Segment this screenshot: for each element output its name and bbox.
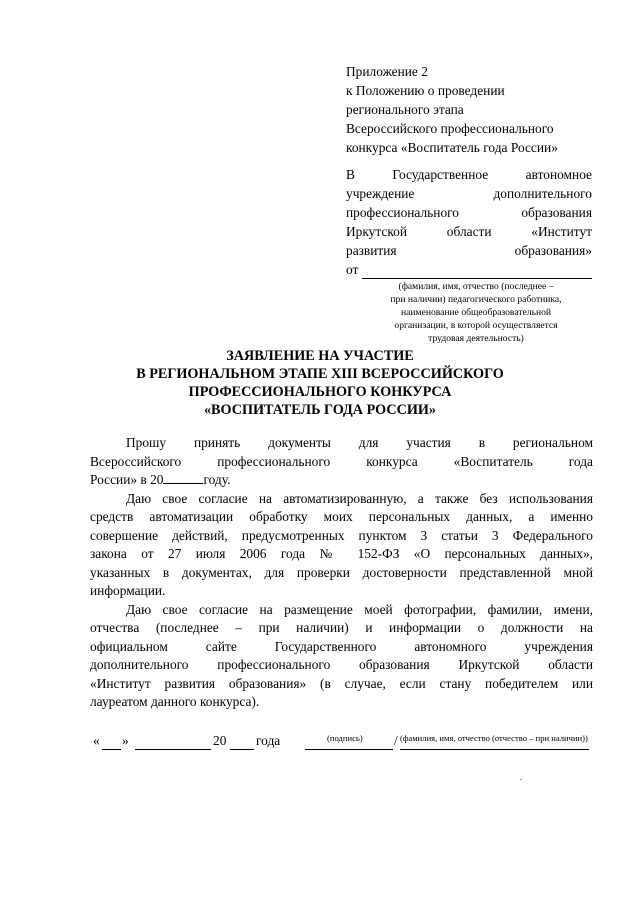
body-line: лауреатом данного конкурса). — [90, 694, 260, 709]
from-note-line: трудовая деятельность) — [428, 333, 524, 344]
body-line: совершение действий, предусмотренных пунктом 3 статьи 3 Федерального — [90, 527, 593, 543]
body-line: информации. — [90, 583, 166, 598]
year-field[interactable] — [163, 471, 203, 484]
body-line: отчества (последнее – при наличии) и информации о должности на — [90, 620, 593, 635]
annex-line: к Положению о проведении — [346, 83, 505, 98]
from-name-field[interactable] — [362, 264, 592, 279]
from-label: от — [346, 262, 359, 277]
title-line: ЗАЯВЛЕНИЕ НА УЧАСТИЕ — [226, 348, 414, 364]
from-note — [372, 280, 580, 345]
year-suffix-text: году. — [203, 472, 231, 487]
full-name-caption: (фамилия, имя, отчество (отчество – при наличии)) — [400, 733, 588, 743]
date-year-field[interactable] — [230, 735, 254, 750]
annex-header — [346, 62, 596, 157]
paragraph-publication-consent — [90, 601, 593, 712]
from-note-line: при наличии) педагогического работника, — [390, 294, 562, 305]
addressee-line: учреждение дополнительного — [346, 186, 592, 201]
title-line: В РЕГИОНАЛЬНОМ ЭТАПЕ XIII ВСЕРОССИЙСКОГО — [136, 366, 504, 382]
application-title — [60, 347, 580, 419]
date-quote-open: « — [93, 733, 100, 748]
addressee-block — [346, 165, 592, 345]
body-line: Прошу принять документы для участия в региональном — [126, 435, 593, 450]
date-quote-close: » — [122, 733, 129, 748]
annex-line: Приложение 2 — [346, 64, 428, 79]
paragraph-request — [90, 434, 593, 490]
from-note-line: (фамилия, имя, отчество (последнее – — [398, 281, 554, 292]
title-line: ПРОФЕССИОНАЛЬНОГО КОНКУРСА — [188, 384, 452, 400]
signature-slash: / — [394, 733, 398, 748]
body-line: Даю свое согласие на автоматизированную, а также без использования — [126, 490, 593, 506]
year-prefix-text: России» в 20 — [90, 472, 164, 487]
paragraph-data-consent — [90, 490, 593, 601]
from-note-line: организации, в которой осуществляется — [394, 320, 558, 331]
body-line: «Институт развития образования» (в случае, если стану победителем или — [90, 675, 593, 691]
body-line: закона от 27 июля 2006 года № 152-ФЗ «О персональных данных», — [90, 546, 593, 561]
annex-line: Всероссийского профессионального — [346, 121, 554, 136]
year-suffix: года — [256, 733, 281, 748]
application-body — [90, 434, 593, 712]
body-line: Всероссийского профессионального конкурса «Воспитатель года — [90, 453, 593, 469]
body-line — [90, 471, 593, 490]
addressee-line: профессионального образования — [346, 205, 592, 220]
body-line: дополнительного профессионального образования Иркутской области — [90, 657, 593, 672]
body-line: официальном сайте Государственного автономного учреждения — [90, 638, 593, 654]
body-line: указанных в документах, для проверки достоверности представленной мной — [90, 564, 593, 580]
month-field[interactable] — [135, 735, 211, 750]
signature-caption: (подпись) — [327, 733, 363, 743]
year-prefix: 20 — [213, 733, 227, 748]
from-note-line: наименование общеобразовательной — [400, 307, 552, 318]
annex-line: конкурса «Воспитатель года России» — [346, 140, 558, 155]
addressee-line: В Государственное автономное — [346, 167, 592, 182]
annex-line: регионального этапа — [346, 102, 464, 117]
addressee-line: развития образования» — [346, 243, 592, 258]
body-line: средств автоматизации обработку моих персональных данных, а именно — [90, 509, 593, 524]
day-field[interactable] — [102, 735, 121, 750]
scan-speck — [520, 779, 522, 780]
title-line: «ВОСПИТАТЕЛЬ ГОДА РОССИИ» — [203, 402, 437, 418]
body-line: Даю свое согласие на размещение моей фотографии, фамилии, имени, — [126, 601, 593, 617]
from-row — [346, 260, 592, 279]
signature-row — [93, 733, 593, 773]
addressee-line: Иркутской области «Институт — [346, 224, 592, 239]
